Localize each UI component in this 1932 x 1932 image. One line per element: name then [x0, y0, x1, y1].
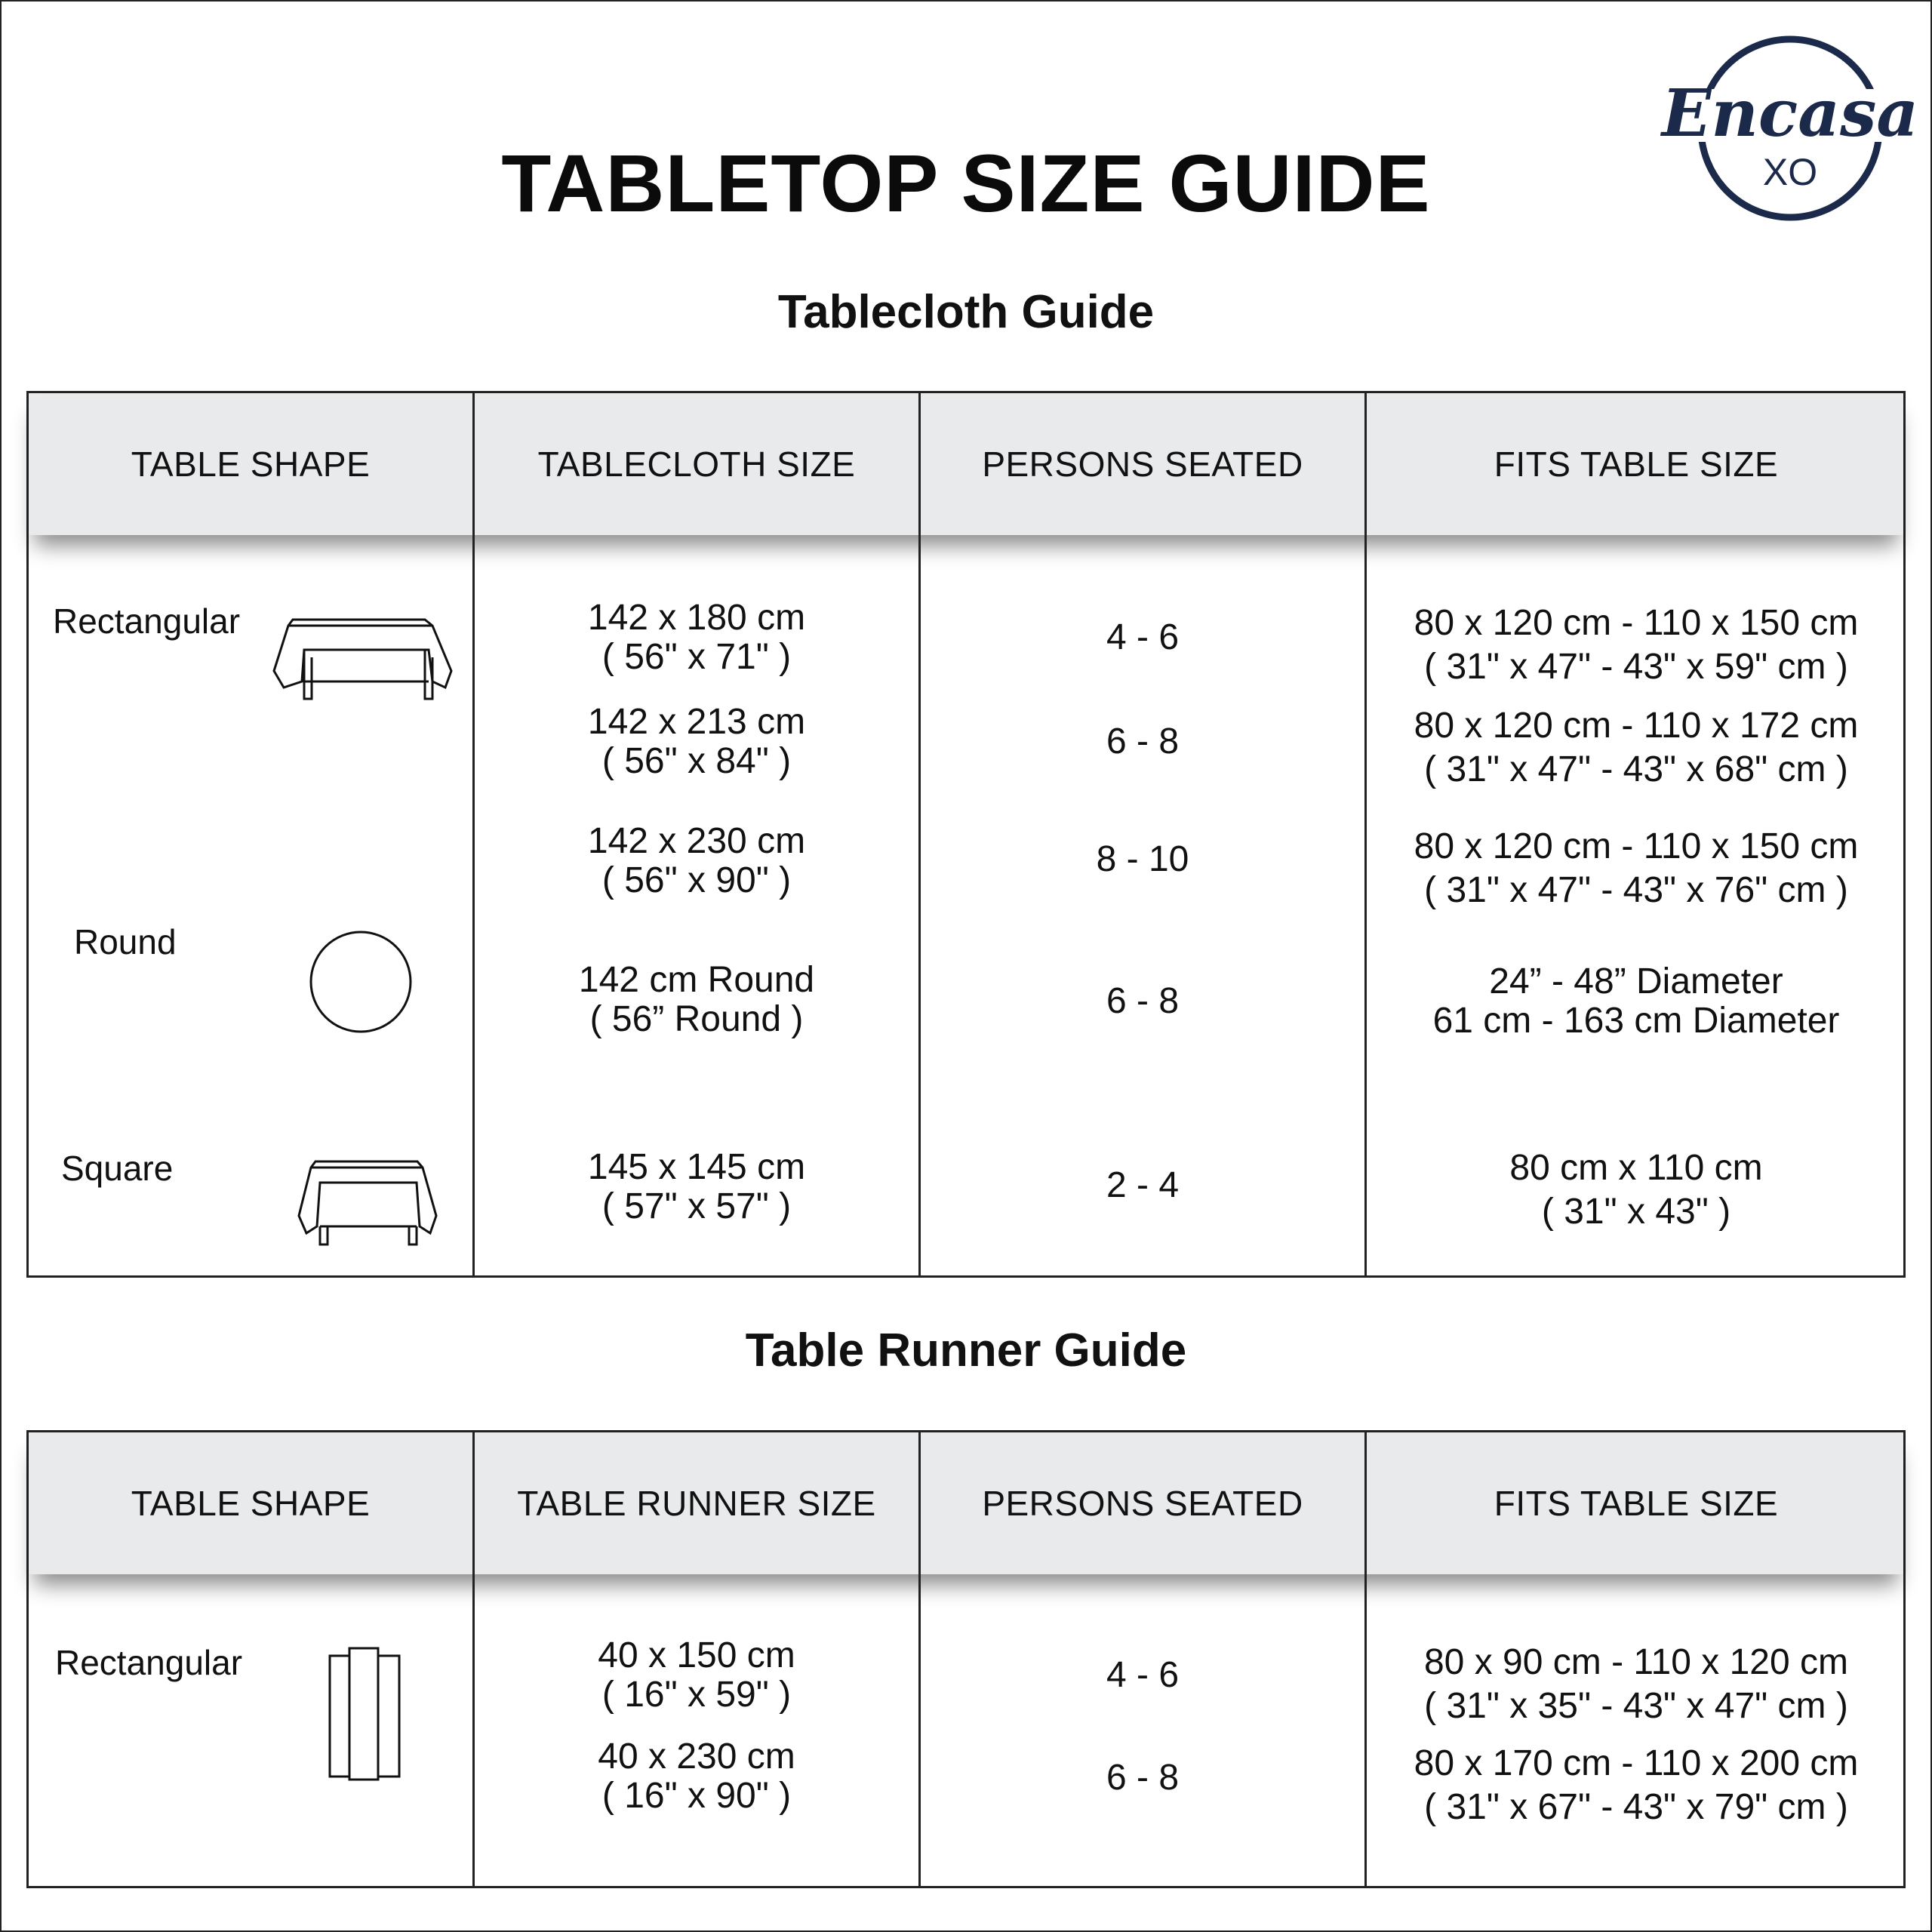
- fits-cm: 80 x 120 cm - 110 x 150 cm: [1414, 826, 1859, 866]
- fits-table-size-cell: [1367, 962, 1906, 1041]
- size-cm: 142 x 230 cm: [587, 821, 806, 861]
- table-runner-table-header: [29, 1432, 1903, 1574]
- header-fits-table-size: FITS TABLE SIZE: [1494, 445, 1779, 484]
- fits-cm: 61 cm - 163 cm Diameter: [1432, 1001, 1840, 1041]
- header-tablecloth-size: TABLECLOTH SIZE: [537, 445, 856, 484]
- size-in: ( 56” Round ): [589, 999, 804, 1039]
- fits-cm: 80 cm x 110 cm: [1509, 1148, 1763, 1188]
- persons-seated-cell: 4 - 6: [1106, 617, 1180, 657]
- size-in: ( 57" x 57" ): [601, 1186, 792, 1226]
- fits-cm: 80 x 170 cm - 110 x 200 cm: [1414, 1743, 1859, 1783]
- fits-in: ( 31" x 47" - 43" x 76" cm ): [1424, 870, 1848, 910]
- table-runner-table: [26, 1430, 1906, 1888]
- fits-table-size-cell: [1367, 704, 1906, 792]
- shape-label-square: Square: [61, 1149, 174, 1188]
- size-cm: 40 x 150 cm: [598, 1635, 795, 1675]
- fits-table-size-cell: [1367, 601, 1906, 689]
- size-in: ( 56" x 84" ): [601, 741, 792, 781]
- size-in: ( 16" x 90" ): [601, 1776, 792, 1816]
- tablecloth-table-header: [29, 393, 1903, 535]
- shape-label-rectangular: Rectangular: [55, 1643, 243, 1682]
- fits-table-size-cell: [1367, 1641, 1906, 1728]
- header-persons-seated: PERSONS SEATED: [982, 445, 1303, 484]
- persons-seated-cell: 6 - 8: [1106, 981, 1180, 1021]
- tablecloth-table: [26, 391, 1906, 1278]
- fits-in: 24” - 48” Diameter: [1489, 961, 1783, 1001]
- size-in: ( 56" x 90" ): [601, 860, 792, 900]
- fits-table-size-cell: [1367, 1146, 1906, 1234]
- header-persons-seated: PERSONS SEATED: [982, 1484, 1303, 1523]
- size-cm: 40 x 230 cm: [598, 1737, 795, 1777]
- tablecloth-size-cell: [475, 703, 918, 781]
- tablecloth-size-cell: [475, 961, 918, 1039]
- fits-in: ( 31" x 43" ): [1541, 1192, 1731, 1232]
- fits-table-size-cell: [1367, 1742, 1906, 1829]
- tablecloth-size-cell: [475, 1148, 918, 1226]
- fits-cm: 80 x 90 cm - 110 x 120 cm: [1423, 1642, 1849, 1682]
- tablecloth-size-cell: [475, 598, 918, 677]
- fits-in: ( 31" x 35" - 43" x 47" cm ): [1424, 1686, 1848, 1726]
- rectangular-table-icon: [270, 612, 459, 718]
- fits-in: ( 31" x 47" - 43" x 68" cm ): [1424, 749, 1848, 789]
- shape-label-rectangular: Rectangular: [53, 601, 241, 641]
- persons-seated-cell: 8 - 10: [1096, 839, 1189, 879]
- size-cm: 142 x 180 cm: [587, 598, 806, 638]
- header-fits-table-size: FITS TABLE SIZE: [1494, 1484, 1779, 1523]
- shape-label-round: Round: [74, 922, 177, 961]
- page-title: TABLETOP SIZE GUIDE: [501, 137, 1431, 229]
- table-runner-icon: [327, 1645, 402, 1781]
- logo-script-text: Encasa: [1661, 75, 1919, 152]
- size-cm: 145 x 145 cm: [587, 1147, 806, 1187]
- runner-size-cell: [475, 1737, 918, 1816]
- persons-seated-cell: 6 - 8: [1106, 1758, 1180, 1798]
- tablecloth-size-cell: [475, 822, 918, 900]
- fits-in: ( 31" x 67" - 43" x 79" cm ): [1424, 1787, 1848, 1827]
- size-cm: 142 x 213 cm: [587, 702, 806, 742]
- table-runner-guide-title: Table Runner Guide: [745, 1324, 1187, 1377]
- persons-seated-cell: 2 - 4: [1106, 1165, 1180, 1205]
- header-table-runner-size: TABLE RUNNER SIZE: [517, 1484, 876, 1523]
- column-divider: [918, 393, 921, 1275]
- size-cm: 142 cm Round: [578, 960, 815, 1000]
- fits-in: ( 31" x 47" - 43" x 59" cm ): [1424, 647, 1848, 687]
- round-table-icon: [308, 929, 414, 1035]
- square-table-icon: [293, 1154, 444, 1260]
- size-in: ( 16" x 59" ): [601, 1675, 792, 1715]
- fits-cm: 80 x 120 cm - 110 x 172 cm: [1414, 706, 1859, 746]
- logo-sub-text: XO: [1762, 151, 1818, 193]
- fits-cm: 80 x 120 cm - 110 x 150 cm: [1414, 603, 1859, 643]
- persons-seated-cell: 4 - 6: [1106, 1655, 1180, 1695]
- persons-seated-cell: 6 - 8: [1106, 721, 1180, 761]
- runner-size-cell: [475, 1636, 918, 1715]
- header-table-shape: TABLE SHAPE: [131, 445, 371, 484]
- size-in: ( 56" x 71" ): [601, 637, 792, 677]
- fits-table-size-cell: [1367, 825, 1906, 912]
- tablecloth-guide-title: Tablecloth Guide: [777, 286, 1155, 338]
- header-table-shape: TABLE SHAPE: [131, 1484, 371, 1523]
